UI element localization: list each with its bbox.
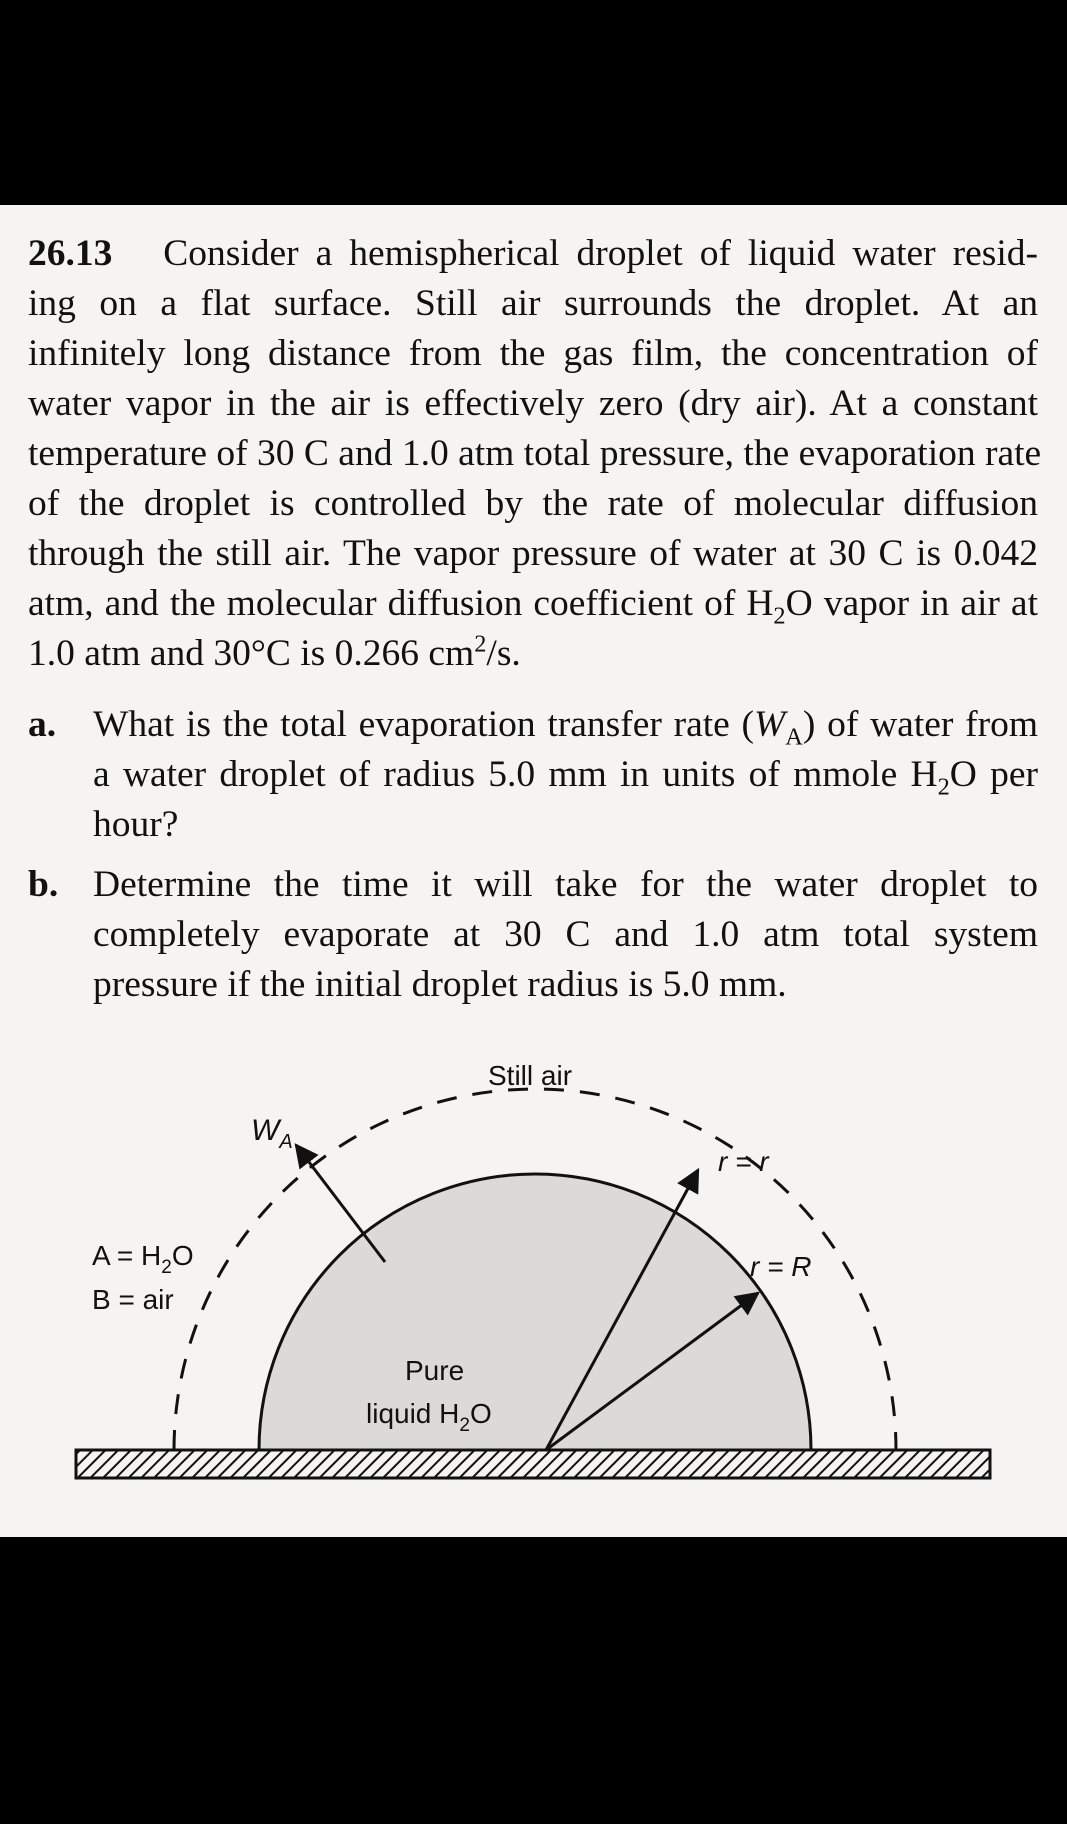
problem-line-6: of the droplet is controlled by the rate of molecular diffusion [28, 483, 1038, 524]
problem-line-1-text: Consider a hemispherical droplet of liquid water resid- [163, 233, 1038, 274]
wa-label-main: W [251, 1114, 280, 1147]
problem-number: 26.13 [28, 233, 113, 274]
part-a-line-2-sub: 2 [937, 773, 950, 801]
part-b-line-1: Determine the time it will take for the water droplet to [93, 864, 1038, 905]
part-b-line-3: pressure if the initial droplet radius is 5.0 mm. [93, 964, 787, 1005]
part-a-line-3: hour? [93, 804, 179, 845]
problem-line-4: water vapor in the air is effectively zero (dry air). At a constant [28, 383, 1038, 424]
part-a-var-sub: A [785, 723, 803, 751]
problem-line-9-post: /s. [486, 633, 521, 674]
problem-line-8-sub: 2 [773, 602, 786, 630]
liquid-pre: liquid H [366, 1398, 460, 1429]
still-air-label: Still air [488, 1060, 573, 1091]
part-a-var: W [754, 704, 786, 745]
species-a-post: O [171, 1240, 194, 1271]
problem-line-8-pre: atm, and the molecular diffusion coefficient of H [28, 583, 774, 624]
species-a-definition [92, 1240, 194, 1278]
part-b-label: b. [28, 864, 59, 905]
problem-line-7: through the still air. The vapor pressure of water at 30 C is 0.042 [28, 533, 1038, 574]
flux-arrow [296, 1145, 385, 1262]
problem-line-8-post: O vapor in air at [785, 583, 1038, 624]
part-b-line-2: completely evaporate at 30 C and 1.0 atm total system [93, 914, 1038, 955]
wa-label-sub: A [279, 1131, 293, 1153]
part-a-line-1-pre: What is the total evaporation transfer rate ( [93, 704, 755, 745]
problem-line-3: infinitely long distance from the gas film, the concentration of [28, 333, 1038, 374]
liquid-sub: 2 [459, 1415, 470, 1436]
droplet-diagram [0, 205, 1067, 1537]
wa-label [251, 1114, 293, 1153]
r-equals-r-label: r = r [718, 1146, 769, 1177]
problem-line-2: ing on a flat surface. Still air surrounds the droplet. At an [28, 283, 1038, 324]
r-equals-R-label: r = R [750, 1251, 812, 1282]
flat-surface [76, 1450, 990, 1478]
problem-line-5: temperature of 30 C and 1.0 atm total pressure, the evaporation rate [28, 433, 1042, 474]
textbook-page [0, 205, 1067, 1537]
species-a-sub: 2 [161, 1257, 172, 1278]
droplet-shape [259, 1174, 811, 1450]
liquid-post: O [469, 1398, 492, 1429]
part-a-line-1-post: ) of water from [802, 704, 1038, 745]
part-a-line-2-post: O per [949, 754, 1038, 795]
part-a-line-2-pre: a water droplet of radius 5.0 mm in units of mmole H [93, 754, 938, 795]
part-a-label: a. [28, 704, 57, 745]
pure-label: Pure [405, 1355, 465, 1386]
problem-line-9-sup: 2 [474, 630, 487, 658]
problem-line-9-pre: 1.0 atm and 30°C is 0.266 cm [28, 633, 475, 674]
species-a-pre: A = H [92, 1240, 162, 1271]
species-b-definition: B = air [92, 1284, 174, 1315]
